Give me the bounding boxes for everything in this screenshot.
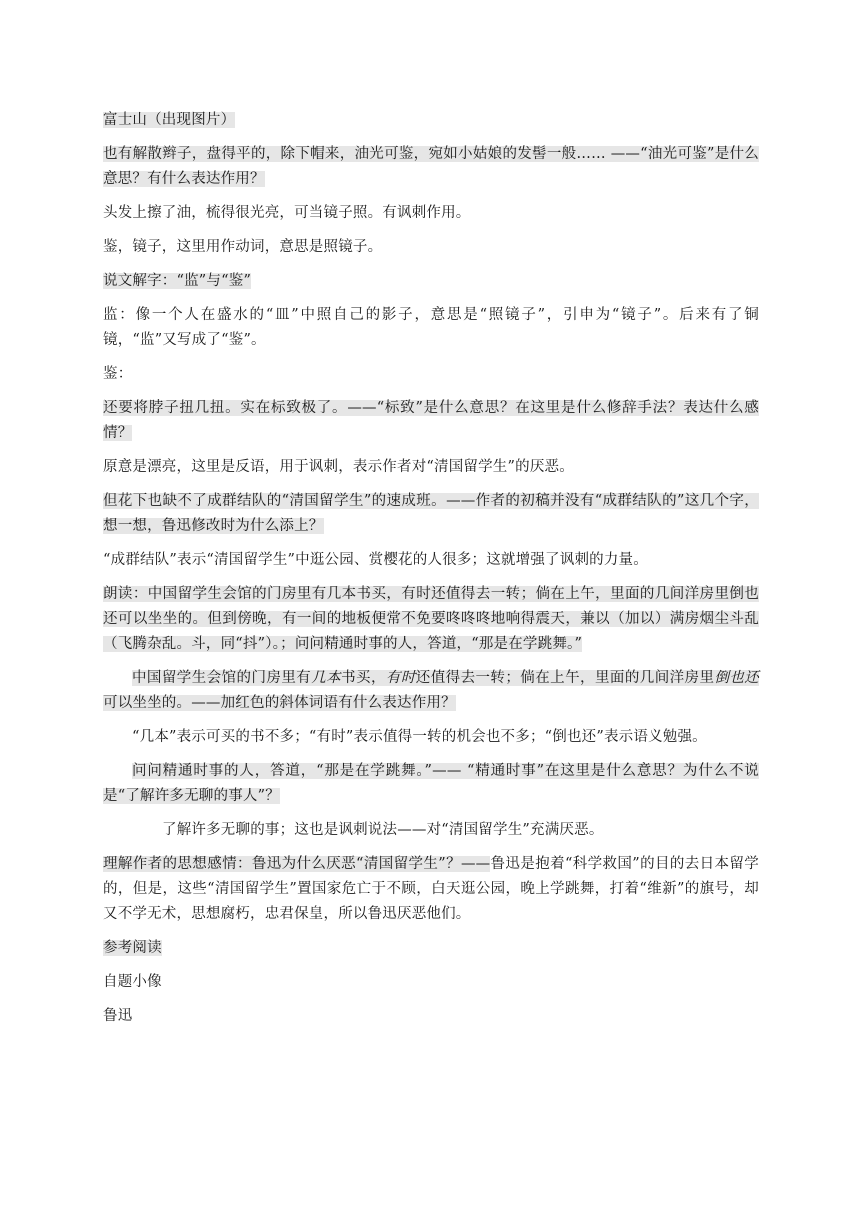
paragraph-answer: 鉴，镜子，这里用作动词，意思是照镜子。: [103, 239, 383, 255]
paragraph-heading-fuji: [103, 108, 759, 133]
text-segment: 书买，: [341, 670, 386, 686]
italic-word: 倒也还: [714, 670, 760, 686]
paragraph-answer: 了解许多无聊的事；这也是讽刺说法——对“清国留学生”充满厌恶。: [162, 822, 604, 838]
paragraph-question-chengqun: [103, 489, 759, 539]
italic-word: 几本: [311, 670, 342, 686]
paragraph-answer: “成群结队”表示“清国留学生”中逛公园、赏樱花的人很多；这就增强了讽刺的力量。: [103, 552, 648, 568]
highlighted-text: [103, 670, 759, 711]
paragraph-poem-title: 自题小像: [103, 974, 162, 990]
italic-word: 有时: [385, 670, 416, 686]
paragraph-question-youguang: [103, 142, 759, 192]
paragraph-heading-reference: [103, 936, 759, 961]
highlighted-text: 还要将脖子扭几扭。实在标致极了。——“标致”是什么意思？在这里是什么修辞手法？表达什么感情？: [103, 400, 759, 441]
highlighted-text: 参考阅读: [103, 940, 162, 956]
paragraph-label-jian: 鉴：: [103, 366, 133, 382]
paragraph-poem-author: 鲁迅: [103, 1008, 133, 1024]
paragraph-question-biaozhi: [103, 396, 759, 446]
paragraph-answer: “几本”表示可买的书不多；“有时”表示值得一转的机会也不多；“倒也还”表示语义勉强。: [132, 729, 707, 745]
highlighted-text: 也有解散辫子，盘得平的，除下帽来，油光可鉴，宛如小姑娘的发髻一般…… ——“油光可鉴”是什么意思？有什么表达作用？: [103, 146, 759, 187]
highlighted-text: 但花下也缺不了成群结队的“清国留学生”的速成班。——作者的初稿并没有“成群结队的”这几个字，想一想，鲁迅修改时为什么添上？: [103, 493, 759, 534]
text-segment: 中国留学生会馆的门房里有: [132, 670, 312, 686]
paragraph-answer: 头发上擦了油，梳得很光亮，可当镜子照。有讽刺作用。: [103, 205, 471, 221]
paragraph-question-jingtong: [103, 759, 759, 809]
highlighted-text: 问问精通时事的人，答道，“那是在学跳舞。”—— “精通时事”在这里是什么意思？为什么不说是“了解许多无聊的事人”？: [103, 763, 759, 804]
document-body: [103, 108, 759, 1038]
paragraph-explanation-jian: 监：像一个人在盛水的“皿”中照自己的影子，意思是“照镜子”，引申为“镜子”。后来有了铜镜，“监”又写成了“鉴”。: [103, 307, 759, 348]
highlighted-text: 朗读：中国留学生会馆的门房里有几本书买，有时还值得去一转；倘在上午，里面的几间洋房里倒也还可以坐坐的。但到傍晚，有一间的地板便常不免要咚咚咚地响得震天，兼以（加以）满房烟尘斗乱（飞腾杂乱。斗，同“抖”）。；问问精通时事的人，答道，“那是在学跳舞。”: [103, 586, 759, 652]
text-segment: 鲁迅是抱着“科学救国”的目的去日本留学的，但是，这些“清国留学生”置国家危亡于不顾，白天逛公园，晚上学跳舞，打着“维新”的旗号，却又不学无术，思想腐朽，忠君保皇，所以鲁迅厌恶他们。: [103, 856, 759, 922]
paragraph-reading: [103, 582, 759, 657]
text-segment: 可以坐坐的。——加红色的斜体词语有什么表达作用？: [103, 695, 456, 711]
paragraph-question-italic-words: [103, 666, 759, 716]
text-segment: 还值得去一转；倘在上午，里面的几间洋房里: [415, 670, 715, 686]
paragraph-author-feelings: [103, 852, 759, 927]
paragraph-answer: 原意是漂亮，这里是反语，用于讽刺，表示作者对“清国留学生”的厌恶。: [103, 459, 574, 475]
highlighted-text: 理解作者的思想感情：鲁迅为什么厌恶“清国留学生”？——: [103, 856, 491, 872]
highlighted-text: 说文解字：“监”与“鉴”: [103, 273, 252, 289]
highlighted-text: 富士山（出现图片）: [103, 112, 236, 128]
paragraph-heading-shuowen: [103, 269, 759, 294]
